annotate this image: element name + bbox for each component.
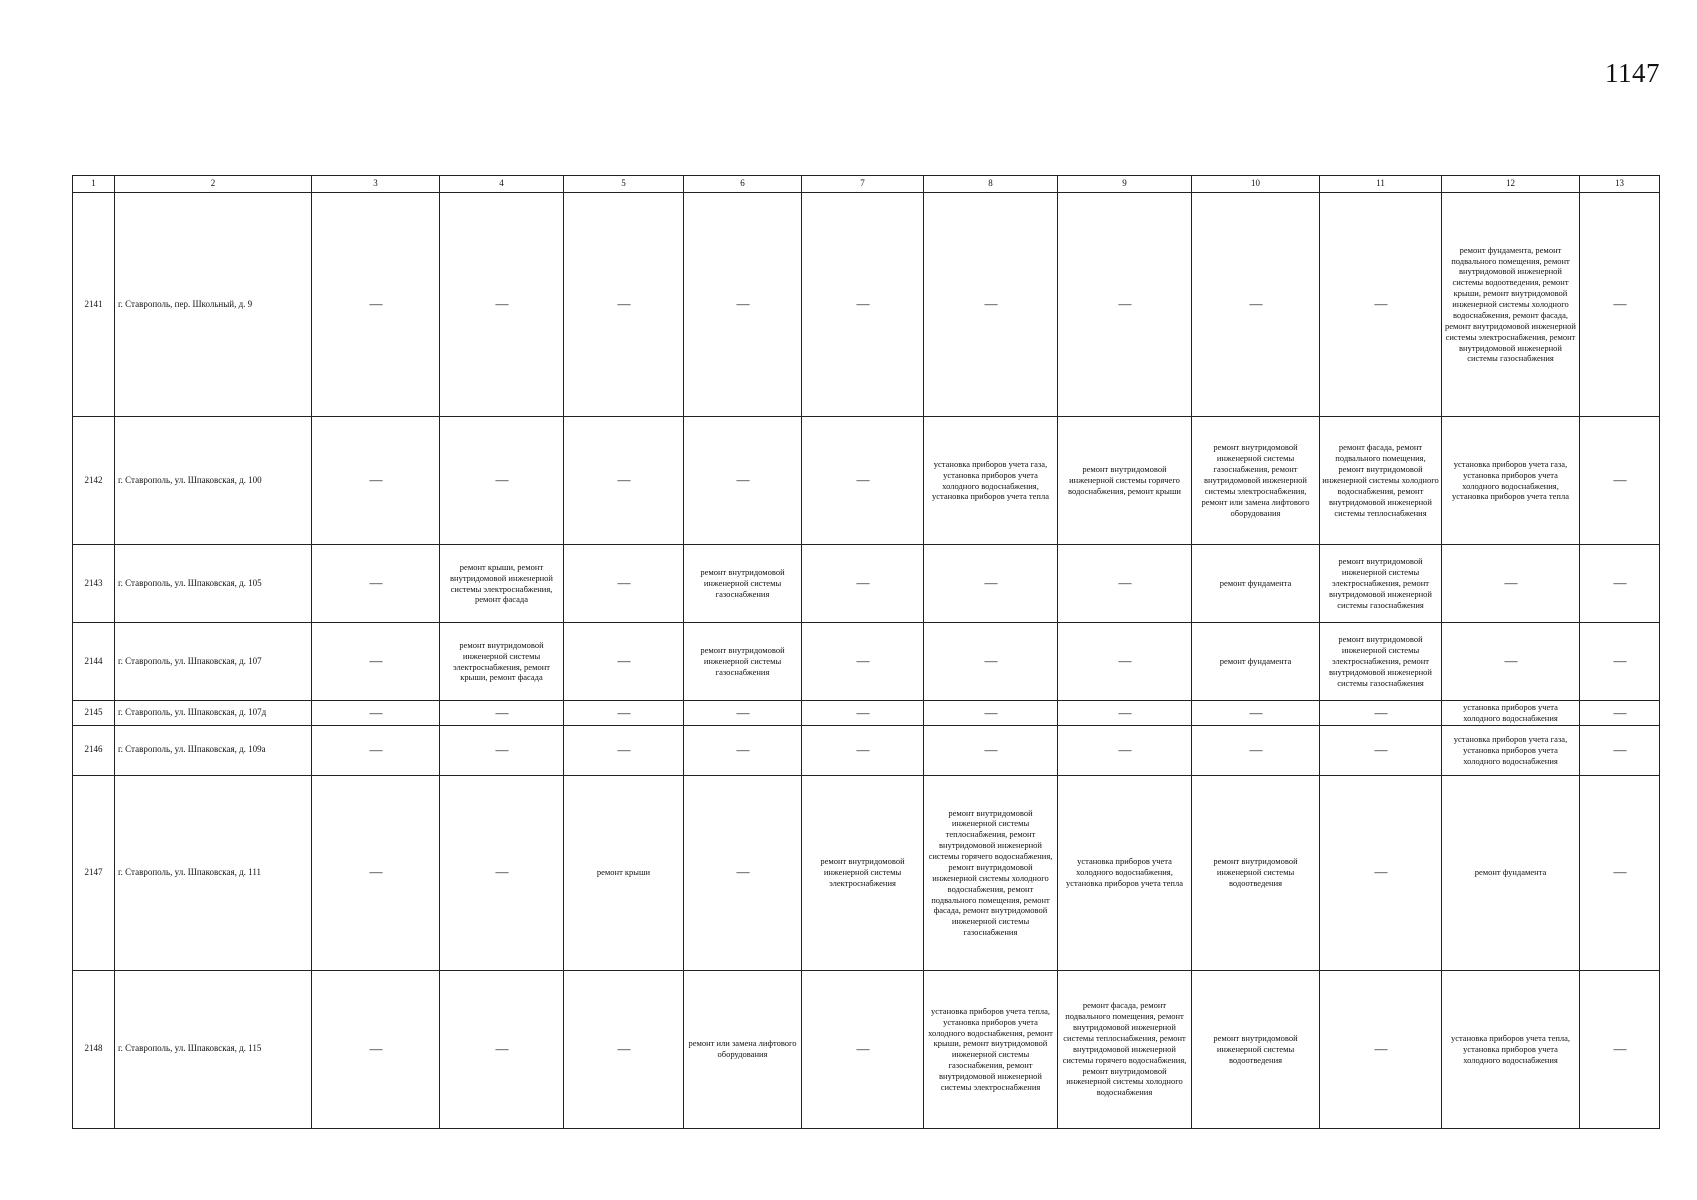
col-10-cell: ремонт внутридомовой инженерной системы водоотведения [1192,775,1320,970]
col-4-cell: — [440,725,564,775]
col-6-cell: — [684,775,802,970]
col-12-cell: — [1442,623,1580,701]
col-11-cell: — [1320,970,1442,1128]
page-number: 1147 [1605,58,1660,88]
col-9-cell: — [1058,545,1192,623]
column-number: 13 [1580,176,1660,193]
col-13-cell: — [1580,193,1660,417]
col-9-cell: ремонт фасада, ремонт подвального помещения, ремонт внутридомовой инженерной системы теплоснабжения, ремонт внутридомовой инженерной системы горячего водоснабжения, ремонт внутридомовой инженерной системы холодного водоснабжения [1058,970,1192,1128]
col-6-cell: — [684,193,802,417]
col-12-cell: установка приборов учета тепла, установка приборов учета холодного водоснабжения [1442,970,1580,1128]
column-number: 8 [924,176,1058,193]
col-10-cell: ремонт внутридомовой инженерной системы газоснабжения, ремонт внутридомовой инженерной системы электроснабжения, ремонт или замена лифтового оборудования [1192,417,1320,545]
col-5-cell: — [564,623,684,701]
column-number: 3 [312,176,440,193]
col-4-cell: — [440,775,564,970]
table-row [73,775,1660,970]
table-row [73,623,1660,701]
col-3-cell: — [312,193,440,417]
col-6-cell: ремонт или замена лифтового оборудования [684,970,802,1128]
col-13-cell: — [1580,701,1660,726]
row-number-cell: 2145 [73,701,115,726]
col-8-cell: установка приборов учета тепла, установка приборов учета холодного водоснабжения, ремонт крыши, ремонт внутридомовой инженерной системы газоснабжения, ремонт внутридомовой инженерной системы электроснабжения [924,970,1058,1128]
address-cell: г. Ставрополь, ул. Шпаковская, д. 109а [115,725,312,775]
col-10-cell: — [1192,701,1320,726]
col-9-cell: — [1058,725,1192,775]
col-7-cell: — [802,545,924,623]
col-12-cell: установка приборов учета газа, установка приборов учета холодного водоснабжения [1442,725,1580,775]
address-cell: г. Ставрополь, ул. Шпаковская, д. 111 [115,775,312,970]
col-4-cell: — [440,417,564,545]
col-5-cell: ремонт крыши [564,775,684,970]
row-number-cell: 2142 [73,417,115,545]
address-cell: г. Ставрополь, ул. Шпаковская, д. 107д [115,701,312,726]
col-5-cell: — [564,545,684,623]
col-3-cell: — [312,701,440,726]
col-13-cell: — [1580,725,1660,775]
table-row [73,545,1660,623]
column-number: 12 [1442,176,1580,193]
col-3-cell: — [312,623,440,701]
col-6-cell: — [684,701,802,726]
col-12-cell: ремонт фундамента [1442,775,1580,970]
column-number: 1 [73,176,115,193]
col-3-cell: — [312,417,440,545]
col-6-cell: — [684,725,802,775]
col-8-cell: — [924,701,1058,726]
col-10-cell: ремонт фундамента [1192,623,1320,701]
table-row [73,725,1660,775]
col-7-cell: — [802,623,924,701]
address-cell: г. Ставрополь, ул. Шпаковская, д. 105 [115,545,312,623]
column-number: 11 [1320,176,1442,193]
col-5-cell: — [564,970,684,1128]
col-5-cell: — [564,701,684,726]
address-cell: г. Ставрополь, ул. Шпаковская, д. 115 [115,970,312,1128]
col-3-cell: — [312,970,440,1128]
col-3-cell: — [312,775,440,970]
table-row [73,970,1660,1128]
col-11-cell: — [1320,775,1442,970]
col-5-cell: — [564,417,684,545]
col-10-cell: ремонт фундамента [1192,545,1320,623]
column-number: 6 [684,176,802,193]
col-8-cell: — [924,623,1058,701]
col-11-cell: — [1320,725,1442,775]
col-7-cell: — [802,970,924,1128]
row-number-cell: 2143 [73,545,115,623]
col-8-cell: ремонт внутридомовой инженерной системы теплоснабжения, ремонт внутридомовой инженерной системы горячего водоснабжения, ремонт внутридомовой инженерной системы холодного водоснабжения, ремонт подвального помещения, ремонт фасада, ремонт внутридомовой инженерной системы газоснабжения [924,775,1058,970]
row-number-cell: 2141 [73,193,115,417]
col-7-cell: ремонт внутридомовой инженерной системы электроснабжения [802,775,924,970]
col-12-cell: установка приборов учета холодного водоснабжения [1442,701,1580,726]
column-number: 4 [440,176,564,193]
row-number-cell: 2144 [73,623,115,701]
col-11-cell: ремонт внутридомовой инженерной системы электроснабжения, ремонт внутридомовой инженерной системы газоснабжения [1320,623,1442,701]
col-9-cell: — [1058,623,1192,701]
col-6-cell: ремонт внутридомовой инженерной системы газоснабжения [684,545,802,623]
row-number-cell: 2146 [73,725,115,775]
col-6-cell: ремонт внутридомовой инженерной системы газоснабжения [684,623,802,701]
table-row [73,417,1660,545]
col-13-cell: — [1580,775,1660,970]
col-11-cell: ремонт внутридомовой инженерной системы электроснабжения, ремонт внутридомовой инженерной системы газоснабжения [1320,545,1442,623]
col-9-cell: установка приборов учета холодного водоснабжения, установка приборов учета тепла [1058,775,1192,970]
col-11-cell: — [1320,701,1442,726]
table-row [73,193,1660,417]
col-13-cell: — [1580,417,1660,545]
column-number: 2 [115,176,312,193]
column-number: 9 [1058,176,1192,193]
col-9-cell: — [1058,701,1192,726]
col-7-cell: — [802,417,924,545]
col-4-cell: — [440,193,564,417]
col-4-cell: — [440,970,564,1128]
repair-schedule-table [72,175,1660,1129]
col-7-cell: — [802,701,924,726]
table-row [73,701,1660,726]
col-12-cell: — [1442,545,1580,623]
col-11-cell: ремонт фасада, ремонт подвального помещения, ремонт внутридомовой инженерной системы холодного водоснабжения, ремонт внутридомовой инженерной системы теплоснабжения [1320,417,1442,545]
col-6-cell: — [684,417,802,545]
col-7-cell: — [802,725,924,775]
col-10-cell: — [1192,193,1320,417]
col-4-cell: ремонт внутридомовой инженерной системы электроснабжения, ремонт крыши, ремонт фасада [440,623,564,701]
col-3-cell: — [312,545,440,623]
col-8-cell: установка приборов учета газа, установка приборов учета холодного водоснабжения, установка приборов учета тепла [924,417,1058,545]
address-cell: г. Ставрополь, пер. Школьный, д. 9 [115,193,312,417]
col-10-cell: ремонт внутридомовой инженерной системы водоотведения [1192,970,1320,1128]
col-10-cell: — [1192,725,1320,775]
address-cell: г. Ставрополь, ул. Шпаковская, д. 100 [115,417,312,545]
col-5-cell: — [564,725,684,775]
col-9-cell: — [1058,193,1192,417]
col-12-cell: установка приборов учета газа, установка приборов учета холодного водоснабжения, установка приборов учета тепла [1442,417,1580,545]
col-8-cell: — [924,545,1058,623]
col-9-cell: ремонт внутридомовой инженерной системы горячего водоснабжения, ремонт крыши [1058,417,1192,545]
col-12-cell: ремонт фундамента, ремонт подвального помещения, ремонт внутридомовой инженерной системы водоотведения, ремонт крыши, ремонт внутридомовой инженерной системы холодного водоснабжения, ремонт фасада, ремонт внутридомовой инженерной системы электроснабжения, ремонт внутридомовой инженерной системы газоснабжения [1442,193,1580,417]
column-number: 10 [1192,176,1320,193]
col-3-cell: — [312,725,440,775]
column-number: 5 [564,176,684,193]
column-number: 7 [802,176,924,193]
col-4-cell: — [440,701,564,726]
col-4-cell: ремонт крыши, ремонт внутридомовой инженерной системы электроснабжения, ремонт фасада [440,545,564,623]
col-8-cell: — [924,725,1058,775]
col-13-cell: — [1580,623,1660,701]
col-13-cell: — [1580,545,1660,623]
col-11-cell: — [1320,193,1442,417]
row-number-cell: 2147 [73,775,115,970]
address-cell: г. Ставрополь, ул. Шпаковская, д. 107 [115,623,312,701]
col-8-cell: — [924,193,1058,417]
col-7-cell: — [802,193,924,417]
column-number-row [73,176,1660,193]
col-5-cell: — [564,193,684,417]
col-13-cell: — [1580,970,1660,1128]
row-number-cell: 2148 [73,970,115,1128]
